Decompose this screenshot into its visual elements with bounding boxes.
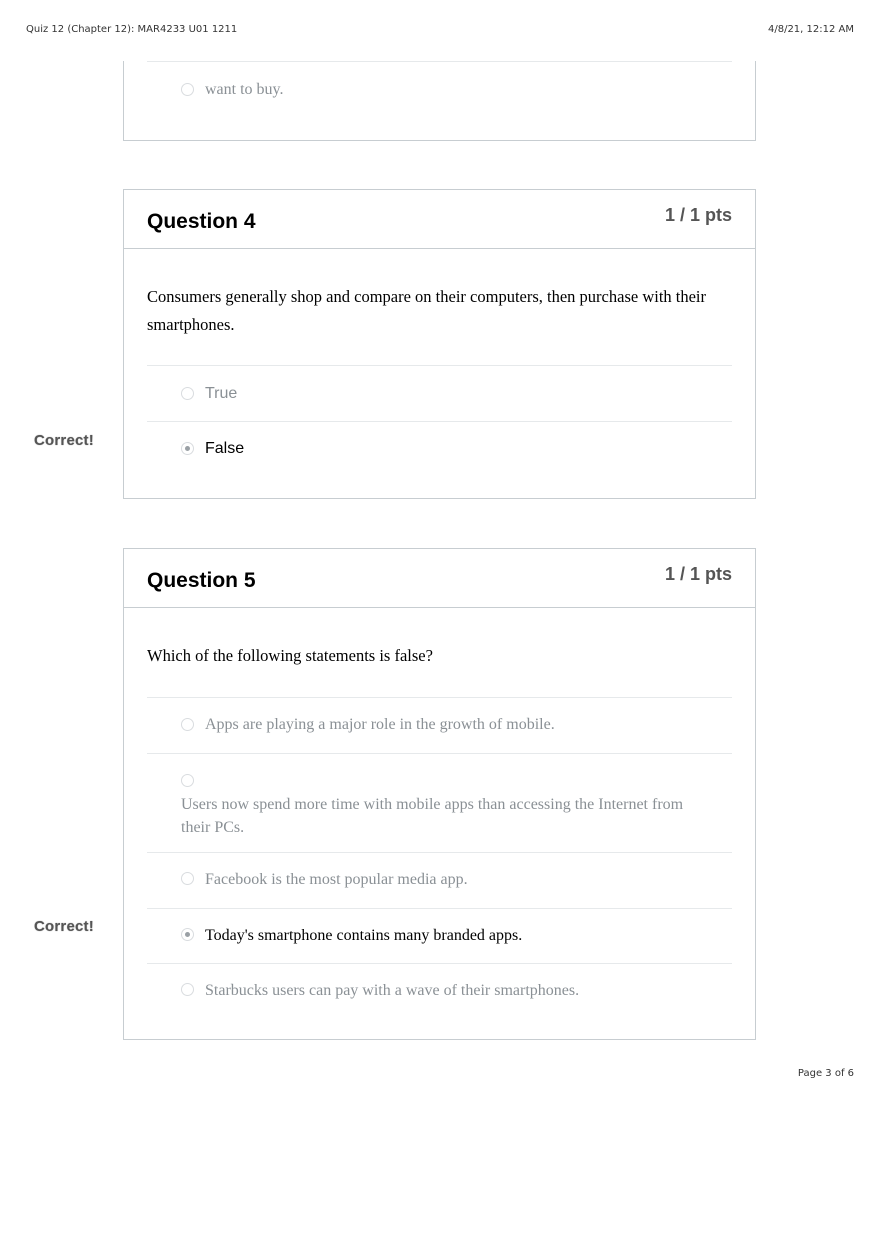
page-number: Page 3 of 6 xyxy=(797,1068,854,1079)
radio-button[interactable] xyxy=(181,83,194,96)
answer-option[interactable] xyxy=(147,697,732,753)
answer-option[interactable] xyxy=(147,852,732,908)
answer-label: Users now spend more time with mobile apps than accessing the Internet from their PCs. xyxy=(181,796,684,836)
question-text: Consumers generally shop and compare on their computers, then purchase with their smartphones. xyxy=(147,287,707,334)
radio-button[interactable] xyxy=(181,718,194,731)
radio-button[interactable] xyxy=(181,387,194,400)
answer-label: Today's smartphone contains many branded apps. xyxy=(205,927,523,944)
answer-label: Facebook is the most popular media app. xyxy=(205,871,468,888)
question-header xyxy=(124,549,755,608)
radio-button[interactable] xyxy=(181,872,194,885)
print-datetime: 4/8/21, 12:12 AM xyxy=(767,24,854,35)
question-4-card xyxy=(123,189,756,499)
question-header xyxy=(124,190,755,249)
answer-option[interactable] xyxy=(147,753,732,852)
question-5-card xyxy=(123,548,756,1040)
answer-list xyxy=(147,365,732,477)
question-points: 1 / 1 pts xyxy=(664,564,732,584)
answer-option-true[interactable] xyxy=(147,365,732,421)
answer-option-selected[interactable] xyxy=(147,908,732,963)
answer-list xyxy=(147,697,732,1019)
radio-button-selected[interactable] xyxy=(181,928,194,941)
correct-flag: Correct! xyxy=(34,432,94,449)
previous-question-card xyxy=(123,61,756,141)
question-text: Which of the following statements is false? xyxy=(147,646,433,665)
answer-option[interactable] xyxy=(147,61,732,139)
answer-label: Apps are playing a major role in the growth of mobile. xyxy=(205,716,555,733)
answer-label: True xyxy=(205,385,238,402)
radio-button-selected[interactable] xyxy=(181,442,194,455)
answer-option-false[interactable] xyxy=(147,421,732,477)
correct-flag: Correct! xyxy=(34,918,94,935)
question-title: Question 5 xyxy=(147,569,256,592)
answer-label: want to buy. xyxy=(205,81,284,98)
question-points: 1 / 1 pts xyxy=(664,205,732,225)
answer-option[interactable] xyxy=(147,963,732,1019)
document-title: Quiz 12 (Chapter 12): MAR4233 U01 1211 xyxy=(26,24,238,35)
answer-list xyxy=(147,61,732,139)
radio-button[interactable] xyxy=(181,983,194,996)
answer-label: False xyxy=(205,440,245,457)
question-title: Question 4 xyxy=(147,210,256,233)
answer-label: Starbucks users can pay with a wave of their smartphones. xyxy=(205,982,580,999)
radio-button[interactable] xyxy=(181,774,194,787)
